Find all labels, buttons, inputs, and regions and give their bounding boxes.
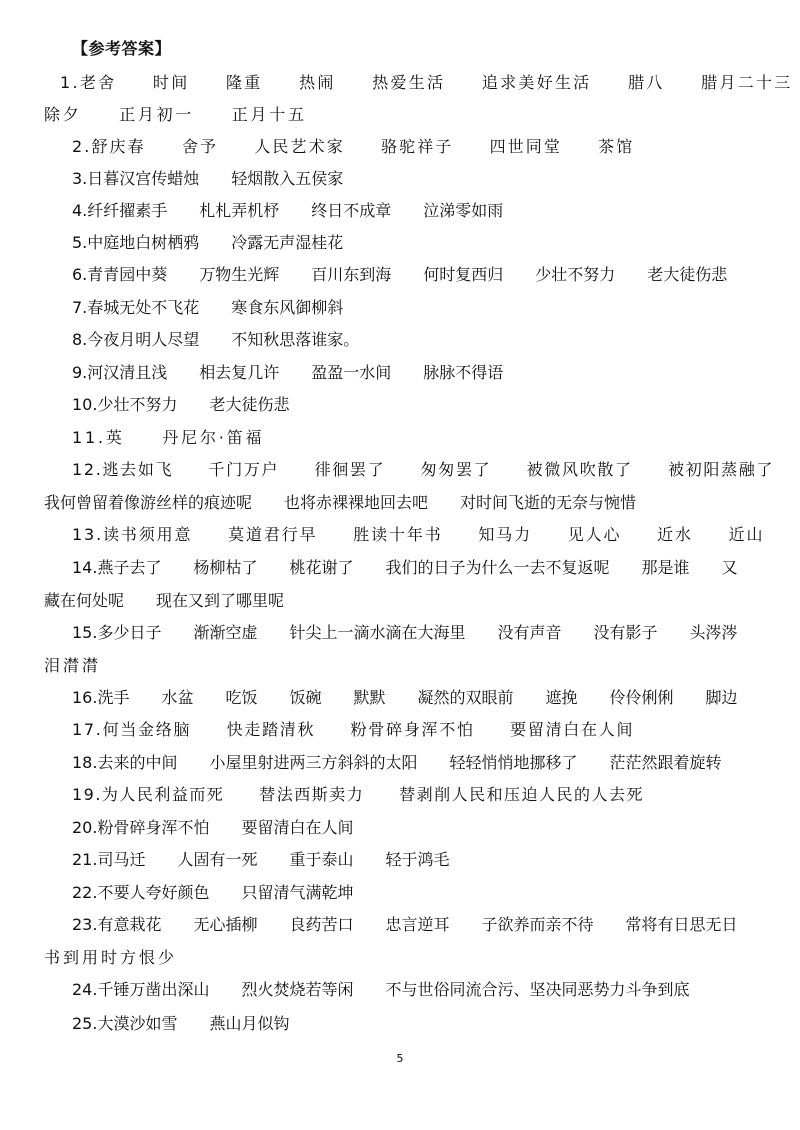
answer-line: 11.英 丹尼尔·笛福	[72, 428, 265, 447]
answer-line: 16.洗手 水盆 吃饭 饭碗 默默 凝然的双眼前 遮挽 伶伶俐俐 脚边	[72, 688, 738, 707]
answer-line: 13.读书须用意 莫道君行早 胜读十年书 知马力 见人心 近水 近山	[72, 525, 765, 544]
answer-line: 15.多少日子 渐渐空虚 针尖上一滴水滴在大海里 没有声音 没有影子 头涔涔	[72, 623, 738, 642]
answer-line: 10.少壮不努力 老大徒伤悲	[72, 395, 290, 414]
answer-line: 24.千锤万凿出深山 烈火焚烧若等闲 不与世俗同流合污、坚决同恶势力斗争到底	[72, 980, 690, 999]
answer-line: 3.日暮汉宫传蜡烛 轻烟散入五侯家	[72, 169, 344, 188]
answer-line: 6.青青园中葵 万物生光辉 百川东到海 何时复西归 少壮不努力 老大徒伤悲	[72, 265, 728, 284]
answer-line: 泪潸潸	[44, 656, 102, 675]
answer-line: 17.何当金络脑 快走踏清秋 粉骨碎身浑不怕 要留清白在人间	[72, 720, 635, 739]
answer-line: 2.舒庆春 舍予 人民艺术家 骆驼祥子 四世同堂 茶馆	[72, 137, 635, 156]
answer-line: 除夕 正月初一 正月十五	[44, 105, 307, 124]
answer-line: 19.为人民利益而死 替法西斯卖力 替剥削人民和压迫人民的人去死	[72, 785, 644, 804]
answer-line: 22.不要人夸好颜色 只留清气满乾坤	[72, 883, 354, 902]
answer-line: 5.中庭地白树栖鸦 冷露无声湿桂花	[72, 233, 344, 252]
answer-line: 21.司马迁 人固有一死 重于泰山 轻于鸿毛	[72, 850, 450, 869]
answer-line: 20.粉骨碎身浑不怕 要留清白在人间	[72, 818, 354, 837]
answer-line: 我何曾留着像游丝样的痕迹呢 也将赤裸裸地回去吧 对时间飞逝的无奈与惋惜	[44, 493, 637, 512]
answer-line: 23.有意栽花 无心插柳 良药苦口 忠言逆耳 子欲养而亲不待 常将有日思无日	[72, 915, 738, 934]
answer-line: 7.春城无处不飞花 寒食东风御柳斜	[72, 298, 344, 317]
answer-line: 12.逃去如飞 千门万户 徘徊罢了 匆匆罢了 被微风吹散了 被初阳蒸融了	[72, 460, 775, 479]
answer-line: 18.去来的中间 小屋里射进两三方斜斜的太阳 轻轻悄悄地挪移了 茫茫然跟着旋转	[72, 753, 722, 772]
answer-line: 书到用时方恨少	[44, 948, 178, 967]
answer-line: 14.燕子去了 杨柳枯了 桃花谢了 我们的日子为什么一去不复返呢 那是谁 又	[72, 558, 738, 577]
answer-line: 1.老舍 时间 隆重 热闹 热爱生活 追求美好生活 腊八 腊月二十三	[60, 73, 793, 92]
answer-line: 25.大漠沙如雪 燕山月似钩	[72, 1014, 290, 1033]
page-number: 5	[396, 1052, 404, 1065]
answer-line: 8.今夜月明人尽望 不知秋思落谁家。	[72, 330, 360, 349]
answer-line: 藏在何处呢 现在又到了哪里呢	[44, 591, 285, 610]
answer-line: 9.河汉清且浅 相去复几许 盈盈一水间 脉脉不得语	[72, 363, 504, 382]
answer-line: 4.纤纤擢素手 札札弄机杼 终日不成章 泣涕零如雨	[72, 201, 504, 220]
answer-heading: 【参考答案】	[72, 39, 172, 58]
